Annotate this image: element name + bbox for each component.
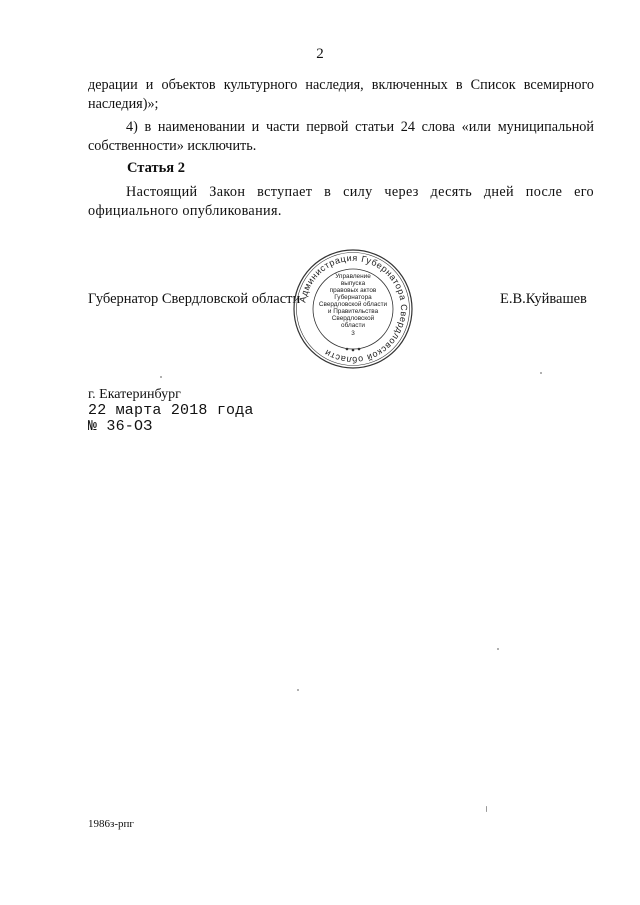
svg-text:правовых актов: правовых актов <box>329 287 377 294</box>
seal-dots <box>346 348 361 352</box>
svg-text:Губернатора: Губернатора <box>334 294 372 301</box>
scan-speck <box>486 806 487 812</box>
seal-center-text <box>319 273 388 337</box>
scan-speck <box>540 372 542 374</box>
seal-ring-text: Администрация Губернатора Свердловской области <box>297 252 410 366</box>
scan-speck <box>497 648 499 650</box>
place-of-signing: г. Екатеринбург <box>88 387 181 402</box>
scan-speck <box>297 689 299 691</box>
svg-text:и Правительства: и Правительства <box>327 308 379 315</box>
signature-name: Е.В.Куйвашев <box>500 291 587 307</box>
article-heading: Статья 2 <box>127 160 185 176</box>
scan-speck <box>160 376 162 378</box>
footer-code: 1986з-рпг <box>88 818 134 830</box>
paragraph-item-4: 4) в наименовании и части первой статьи 24 слова «или муниципальной собственности» исключить. <box>88 119 594 154</box>
page-number: 2 <box>316 46 324 62</box>
signature-position: Губернатор Свердловской области <box>88 291 301 307</box>
signing-date: 22 марта 2018 года <box>88 402 254 419</box>
seal-graphic <box>292 248 414 370</box>
svg-text:3: 3 <box>351 330 355 337</box>
svg-text:Управление: Управление <box>335 273 371 280</box>
paragraph-continuation: дерации и объектов культурного наследия, включенных в Список всемирного наследия)»; <box>88 77 594 112</box>
svg-text:выпуска: выпуска <box>340 280 366 287</box>
svg-text:области: области <box>341 322 365 329</box>
law-number: № 36-ОЗ <box>88 418 153 435</box>
svg-text:Свердловской: Свердловской <box>331 315 375 322</box>
article-text: Настоящий Закон вступает в силу через десять дней после его официального опубликования. <box>88 184 594 219</box>
official-seal <box>292 248 414 370</box>
svg-text:Свердловской области: Свердловской области <box>318 301 388 308</box>
